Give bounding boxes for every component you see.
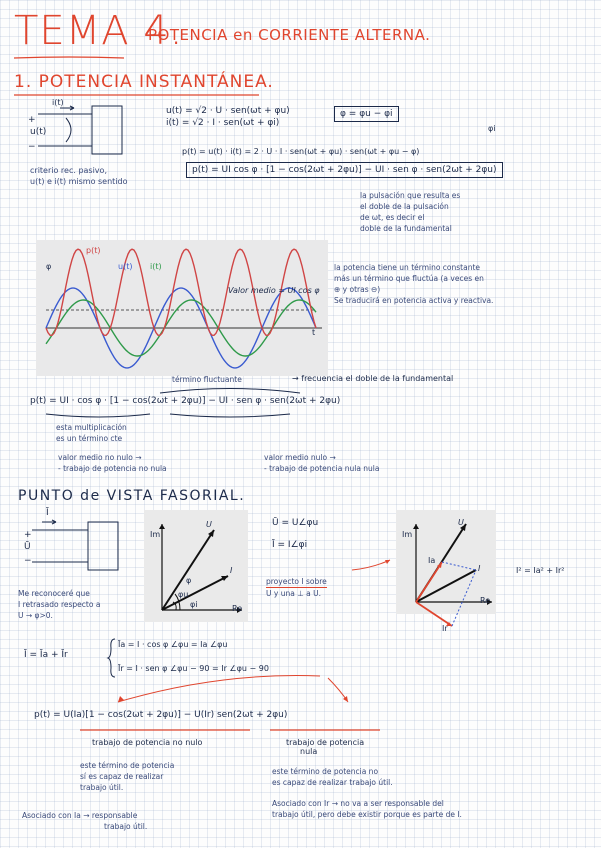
graph-label-avg: Valor medio = UI cos φ: [228, 286, 320, 295]
under-label-1: trabajo de potencia no nulo: [92, 738, 203, 747]
eq-p3-underbrace: [30, 412, 400, 420]
section-1-underline: [14, 93, 259, 97]
phasor1-phi: φ: [186, 576, 192, 585]
note-active: este término de potencia sí es capaz de realizar trabajo útil.: [80, 761, 175, 792]
circuit-diagram-2: [18, 512, 128, 582]
phasor1-I: I: [230, 566, 233, 575]
phasor2-Ia: Ia: [428, 556, 436, 565]
avg-note-1: valor medio no nulo → - trabajo de potencia no nula: [58, 453, 167, 473]
phasor1-Im: Im: [150, 530, 161, 539]
document-title: POTENCIA en CORRIENTE ALTERNA.: [148, 26, 431, 44]
phasor1-Re: Re: [232, 604, 243, 613]
phasor1-phiu: φu: [178, 590, 189, 599]
fluct-arrow-note: → frecuencia el doble de la fundamental: [292, 374, 454, 383]
eq-p3: p(t) = UI · cos φ · [1 − cos(2ωt + 2φu)] − UI · sen φ · sen(2ωt + 2φu): [30, 396, 341, 406]
section-1-title: 1. POTENCIA INSTANTÁNEA.: [14, 72, 274, 92]
note-reactive: este término de potencia no es capaz de realizar trabajo útil.: [272, 767, 393, 787]
avg-note-2: valor medio nulo → - trabajo de potencia nula nula: [264, 453, 380, 473]
graph-label-t: t: [312, 328, 316, 337]
proj-note: proyecto I sobre U y una ⊥ a U.: [266, 577, 327, 598]
eq-p1: p(t) = u(t) · i(t) = 2 · U · I · sen(ωt + φu) · sen(ωt + φu − φ): [182, 147, 420, 156]
graph-label-u: u(t): [118, 262, 133, 271]
circuit2-minus: −: [24, 556, 32, 566]
eq-U-phasor: Ū = U∠φu: [272, 518, 319, 528]
circuit-minus: −: [28, 142, 36, 152]
graph-label-p: p(t): [86, 246, 101, 255]
circuit2-I-label: Ī: [46, 508, 49, 518]
eq-Ia: Īa = I · cos φ ∠φu = Ia ∠φu: [118, 640, 228, 649]
phasor-2-svg: [396, 510, 506, 640]
phasor2-I: I: [478, 564, 481, 573]
phasor2-Ir: Ir: [442, 624, 448, 633]
pulsation-note: la pulsación que resulta es el doble de la pulsación de ωt, es decir el doble de la fundamental: [360, 191, 461, 233]
eq-I-squared: I² = Ia² + Ir²: [516, 566, 565, 575]
under-label-2: trabajo de potencia nula: [286, 738, 365, 756]
circuit2-plus: +: [24, 530, 32, 540]
eq-phi-small: φi: [488, 124, 496, 133]
circuit-i-label: i(t): [52, 98, 64, 107]
fluct-brace: [160, 386, 300, 394]
eq-phi-box: φ = φu − φi: [334, 106, 399, 122]
fluct-label: término fluctuante: [172, 375, 242, 384]
phasor2-U: U: [458, 518, 464, 527]
assoc-reactive: Asociado con Ir → no va a ser responsable del trabajo útil, pero debe existir porque es parte de I.: [272, 799, 462, 819]
circuit2-note: Me reconoceré que I retrasado respecto a U → φ>0.: [18, 589, 101, 620]
phasor2-Im: Im: [402, 530, 413, 539]
circuit-plus: +: [28, 115, 36, 125]
tema-heading: TEMA 4.: [14, 8, 184, 54]
power-waveform-svg: [36, 240, 328, 376]
eq-p2-box: p(t) = UI cos φ · [1 − cos(2ωt + 2φu)] − UI · sen φ · sen(2ωt + 2φu): [186, 162, 503, 178]
eq-u: u(t) = √2 · U · sen(ωt + φu): [166, 106, 290, 116]
circuit-u-label: u(t): [30, 127, 47, 137]
eq-p4-underline: [80, 728, 380, 738]
phasor2-Re: Re: [480, 596, 491, 605]
phasor1-phii: φi: [190, 600, 198, 609]
eq-I-phasor: Ī = I∠φi: [272, 540, 308, 550]
phasor1-U: U: [206, 520, 212, 529]
mult-note: esta multiplicación es un término cte: [56, 423, 127, 443]
graph-label-phi: φ: [46, 262, 52, 271]
proj-arrow: [352, 556, 392, 576]
circuit-note: criterio rec. pasivo, u(t) e i(t) mismo sentido: [30, 166, 128, 186]
section-2-title: PUNTO de VISTA FASORIAL.: [18, 488, 246, 504]
graph-note: la potencia tiene un término constante más un término que fluctúa (a veces en ⊕ y otras ⊖) Se traducirá en potencia activa y reactiva.: [334, 263, 494, 305]
assoc-active: Asociado con Ia → responsable trabajo útil.: [22, 811, 148, 831]
tema-underline: [14, 56, 124, 60]
circuit2-U-label: Ū: [24, 542, 31, 552]
graph-label-i: i(t): [150, 262, 162, 271]
eq-I-sum: Ī = Īa + Īr: [24, 650, 68, 660]
eq-Ir: Īr = I · sen φ ∠φu − 90 = Ir ∠φu − 90: [118, 664, 269, 673]
curved-arrows-red: [100, 672, 360, 708]
eq-i: i(t) = √2 · I · sen(ωt + φi): [166, 118, 280, 128]
eq-p4: p(t) = U(Ia)[1 − cos(2ωt + 2φu)] − U(Ir) sen(2ωt + 2φu): [34, 710, 288, 720]
